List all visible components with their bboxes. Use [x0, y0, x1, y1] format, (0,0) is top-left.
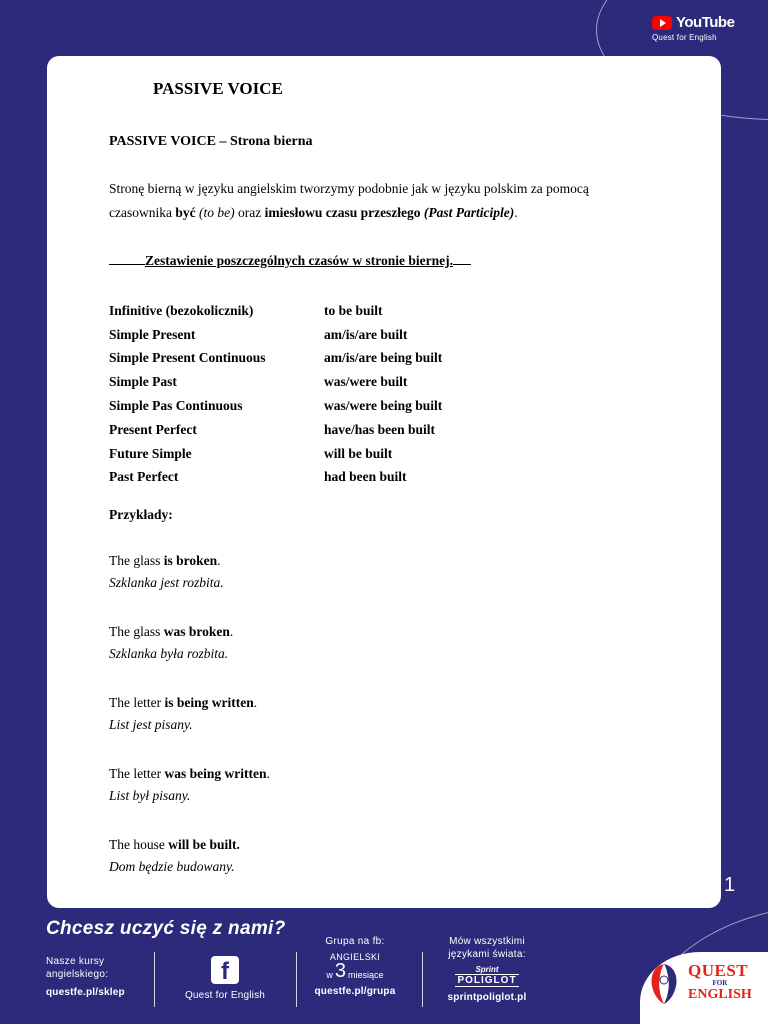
group-logo-months: miesiące	[348, 970, 384, 980]
intro-period: .	[514, 205, 518, 220]
tense-name: Simple Pas Continuous	[109, 398, 243, 414]
youtube-wordmark: YouTube	[676, 14, 735, 31]
example-item	[109, 766, 270, 804]
tenses-subtitle	[109, 253, 471, 269]
intro-byc: być	[175, 205, 196, 220]
underline-pad-left	[109, 255, 145, 265]
example-translation: List był pisany.	[109, 788, 191, 803]
quest-for-english-logo[interactable]	[646, 960, 752, 1006]
tense-name: Simple Past	[109, 374, 177, 390]
intro-line-1: Stronę bierną w języku angielskim tworzymy podobnie jak w języku polskim za pomocą	[109, 181, 589, 196]
intro-imieslow: imiesłowu czasu przeszłego	[264, 205, 421, 220]
example-translation: Dom będzie budowany.	[109, 859, 235, 874]
tense-table	[109, 299, 529, 489]
tense-form: am/is/are built	[324, 326, 408, 342]
tense-form: will be built	[324, 445, 393, 461]
section-title: PASSIVE VOICE – Strona bierna	[109, 134, 313, 149]
example-translation: Szklanka jest rozbita.	[109, 575, 224, 590]
example-sentence	[109, 695, 257, 710]
group-logo-w: w	[326, 970, 333, 980]
tense-name: Present Perfect	[109, 421, 197, 437]
example-passive: is broken	[163, 553, 218, 568]
example-passive: is being written	[164, 695, 254, 710]
document-title: PASSIVE VOICE	[153, 79, 283, 98]
example-pre: The house	[109, 837, 169, 852]
example-pre: The letter	[109, 766, 165, 781]
intro-line-2	[109, 205, 518, 221]
example-sentence	[109, 624, 233, 639]
tense-row	[109, 466, 529, 490]
tenses-subtitle-text: Zestawienie poszczególnych czasów w stronie biernej.	[145, 253, 453, 268]
tense-form: was/were built	[324, 374, 408, 390]
tense-row	[109, 418, 529, 442]
example-item	[109, 553, 224, 591]
group-logo-title: ANGIELSKI	[329, 952, 381, 962]
example-item	[109, 695, 257, 733]
tense-name: Simple Present	[109, 326, 196, 342]
tense-form: am/is/are being built	[324, 350, 443, 366]
example-passive: was being written	[164, 766, 267, 781]
world-link[interactable]: sprintpoliglot.pl	[447, 992, 527, 1003]
facebook-label[interactable]: Quest for English	[184, 990, 266, 1001]
sprint-logo-main: POLIGLOT	[457, 975, 517, 986]
examples-title: Przykłady:	[109, 507, 173, 522]
intro-oraz: oraz	[234, 205, 265, 220]
quest-wordmark	[688, 963, 752, 1003]
example-pre: The letter	[109, 695, 165, 710]
courses-line-2: angielskiego:	[46, 969, 109, 980]
tense-name: Past Perfect	[109, 469, 179, 485]
example-sentence	[109, 553, 221, 568]
document-page	[47, 56, 721, 908]
tense-form: have/has been built	[324, 421, 436, 437]
footer-divider	[296, 952, 297, 1007]
tense-row	[109, 370, 529, 394]
tense-row	[109, 323, 529, 347]
example-post: .	[229, 624, 234, 639]
intro-text: czasownika	[109, 205, 176, 220]
footer-divider	[154, 952, 155, 1007]
facebook-icon: f	[211, 956, 239, 984]
example-passive: will be built.	[168, 837, 240, 852]
tense-form: to be built	[324, 302, 383, 318]
example-item	[109, 624, 233, 662]
example-item	[109, 837, 240, 875]
underline-pad-right	[453, 255, 471, 265]
example-translation: Szklanka była rozbita.	[109, 646, 229, 661]
quest-word-for: FOR	[712, 979, 728, 987]
tense-name: Infinitive (bezokolicznik)	[109, 302, 254, 318]
example-post: .	[253, 695, 258, 710]
youtube-channel-name: Quest for English	[652, 33, 717, 42]
footer-sprint[interactable]	[436, 935, 538, 1003]
world-line-1: Mów wszystkimi	[449, 936, 525, 947]
example-passive: was broken	[163, 624, 230, 639]
quest-emblem-icon	[646, 960, 682, 1006]
tense-row	[109, 299, 529, 323]
quest-word-english: ENGLISH	[688, 987, 752, 1002]
footer-courses[interactable]	[46, 955, 125, 998]
tense-row	[109, 347, 529, 371]
youtube-play-icon	[652, 16, 672, 30]
example-pre: The glass	[109, 624, 164, 639]
courses-line-1: Nasze kursy	[46, 956, 105, 967]
group-label: Grupa na fb:	[325, 936, 385, 947]
footer-facebook[interactable]	[172, 956, 278, 1001]
tense-form: had been built	[324, 469, 407, 485]
tense-name: Simple Present Continuous	[109, 350, 266, 366]
group-logo	[306, 962, 404, 980]
footer-cta: Chcesz uczyć się z nami?	[46, 918, 286, 939]
page-number: 1	[724, 874, 736, 896]
example-pre: The glass	[109, 553, 164, 568]
intro-to-be: (to be)	[195, 205, 235, 220]
world-line-2: językami świata:	[448, 949, 526, 960]
tense-name: Future Simple	[109, 445, 192, 461]
tense-row	[109, 442, 529, 466]
example-post: .	[217, 553, 221, 568]
tense-row	[109, 394, 529, 418]
example-sentence	[109, 837, 240, 852]
footer-group[interactable]	[306, 935, 404, 997]
courses-link[interactable]: questfe.pl/sklep	[46, 987, 125, 998]
example-sentence	[109, 766, 270, 781]
sprint-logo-top: Sprint	[475, 965, 499, 974]
sprint-poliglot-logo	[436, 965, 538, 987]
group-link[interactable]: questfe.pl/grupa	[314, 986, 396, 997]
tense-form: was/were being built	[324, 398, 443, 414]
example-translation: List jest pisany.	[109, 717, 193, 732]
example-post: .	[266, 766, 270, 781]
footer-divider	[422, 952, 423, 1007]
quest-word-quest: QUEST	[688, 961, 749, 980]
intro-past-participle: (Past Participle)	[420, 205, 515, 220]
group-logo-3: 3	[334, 960, 347, 982]
youtube-badge[interactable]	[652, 14, 734, 42]
